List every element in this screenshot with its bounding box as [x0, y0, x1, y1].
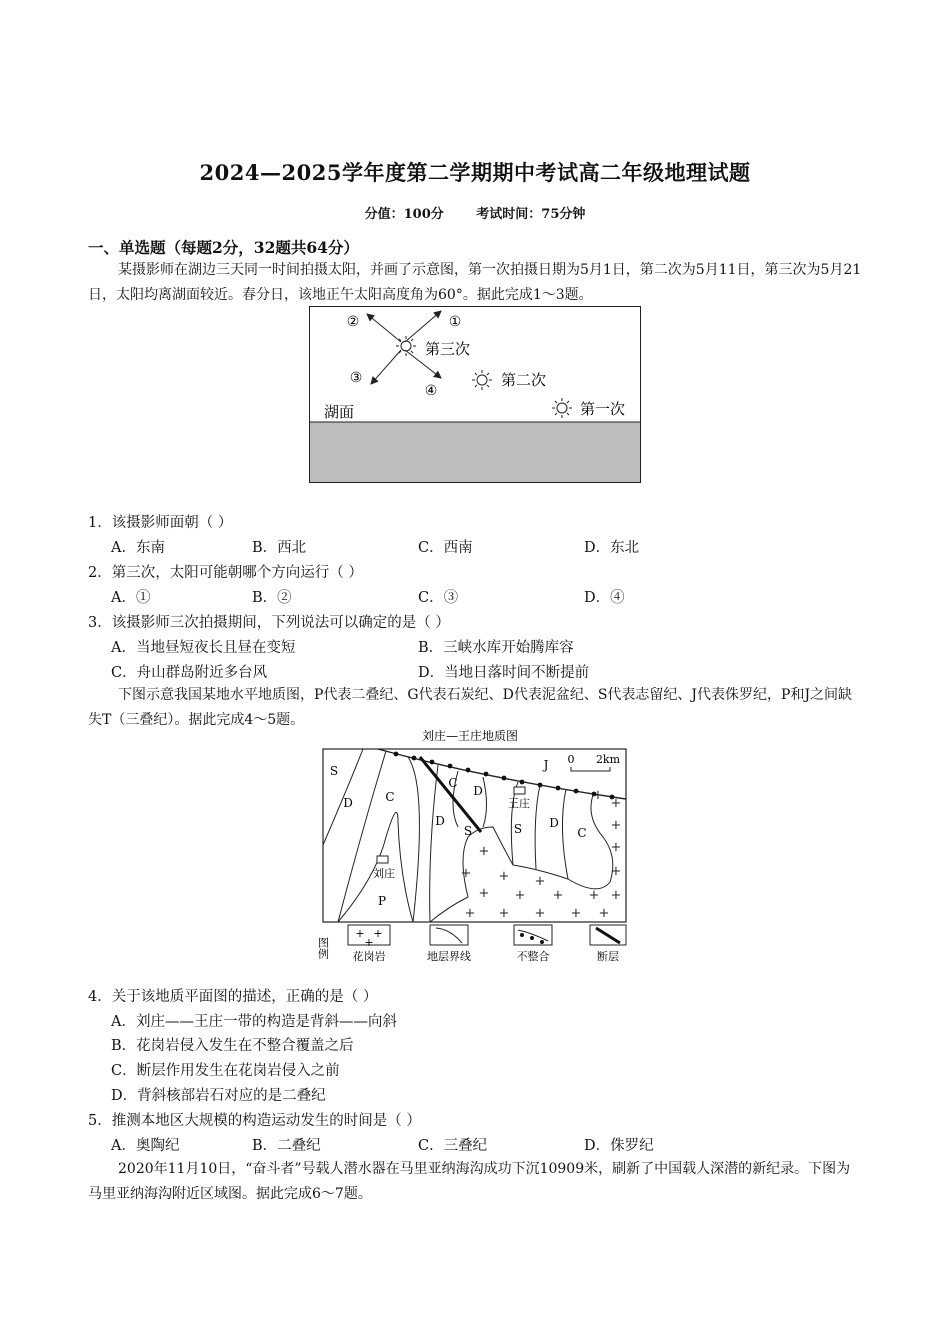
legend-label: 图例	[316, 937, 330, 959]
label-d2: D	[473, 784, 483, 798]
q2-option-a: A．①	[111, 590, 151, 606]
svg-text:+: +	[552, 888, 564, 903]
q2-option-b: B．②	[252, 590, 292, 606]
passage-2: 下图示意我国某地水平地质图，P代表二叠纪、G代表石炭纪、D代表泥盆纪、S代表志留纪、J代表侏罗纪，P和J之间缺失T（三叠纪）。据此完成4～5题。	[88, 687, 853, 728]
svg-text:+: +	[498, 906, 510, 921]
section-heading: 一、单选题（每题2分，32题共64分）	[88, 238, 359, 257]
svg-text:地层界线: 地层界线	[427, 950, 471, 963]
label-d3: D	[435, 814, 445, 828]
label-d1: D	[343, 796, 353, 810]
passage-1: 某摄影师在湖边三天同一时间拍摄太阳，并画了示意图，第一次拍摄日期为5月1日，第二次为5月11日，第三次为5月21日，太阳均离湖面较近。春分日，该地正午太阳高度角为60°。据此完成1～3题。	[88, 262, 862, 303]
svg-text:+: +	[364, 936, 374, 949]
q3-option-d: D．当地日落时间不断提前	[418, 665, 590, 681]
q4-option-b: B．花岗岩侵入发生在不整合覆盖之后	[111, 1038, 354, 1054]
q4-option-d: D．背斜核部岩石对应的是二叠纪	[111, 1088, 326, 1104]
q5-option-b: B．二叠纪	[252, 1138, 321, 1154]
q4-option-a: A．刘庄——王庄一带的构造是背斜——向斜	[111, 1014, 397, 1030]
q4-stem: 4．关于该地质平面图的描述，正确的是（ ）	[88, 989, 378, 1005]
svg-text:+: +	[610, 864, 622, 879]
svg-text:+: +	[498, 869, 510, 884]
q4-option-c: C．断层作用发生在花岗岩侵入之前	[111, 1063, 340, 1079]
svg-text:花岗岩: 花岗岩	[352, 950, 386, 963]
q1-option-b: B．西北	[252, 540, 307, 556]
map-title: 刘庄—王庄地质图	[421, 729, 519, 743]
svg-text:+: +	[598, 906, 610, 921]
q3-option-b: B．三峡水库开始腾库容	[418, 640, 574, 656]
svg-text:+: +	[478, 886, 490, 901]
q2-option-d: D．④	[584, 590, 625, 606]
q1-option-d: D．东北	[584, 540, 640, 556]
svg-text:+: +	[570, 906, 582, 921]
time-info: 考试时间：75分钟	[476, 207, 586, 222]
q3-option-a: A．当地昼短夜长且昼在变短	[111, 640, 296, 656]
sun-1-label: 第一次	[580, 400, 626, 418]
q2-option-c: C．③	[418, 590, 459, 606]
svg-text:+: +	[373, 927, 383, 940]
q1-option-a: A．东南	[111, 540, 165, 556]
scale-km: 2km	[595, 753, 621, 766]
arrow-4-label: ④	[424, 383, 438, 399]
lake-label: 湖面	[324, 403, 355, 421]
label-p: P	[377, 894, 387, 908]
q3-option-c: C．舟山群岛附近多台风	[111, 665, 268, 681]
svg-text:+: +	[610, 796, 622, 811]
label-c1: C	[385, 790, 395, 804]
passage-3: 2020年11月10日，“奋斗者”号载人潜水器在马里亚纳海沟成功下沉10909米，刷新了中国载人深潜的新纪录。下图为马里亚纳海沟附近区域图。据此完成6～7题。	[88, 1161, 851, 1202]
svg-text:+: +	[478, 844, 490, 859]
scale-zero: 0	[567, 753, 575, 766]
svg-text:+: +	[355, 927, 365, 940]
label-s1: S	[329, 764, 339, 778]
label-c2: C	[448, 776, 458, 790]
legend-unconformity	[514, 925, 552, 963]
q5-option-d: D．侏罗纪	[584, 1138, 654, 1154]
legend-fault	[590, 925, 626, 963]
label-j: J	[543, 758, 549, 772]
sun-diagram	[309, 306, 641, 483]
label-s2: S	[463, 824, 473, 838]
legend-boundary	[427, 925, 471, 963]
svg-text:+: +	[592, 788, 604, 803]
label-d4: D	[549, 816, 559, 830]
arrow-2-label: ②	[346, 314, 360, 330]
svg-text:断层: 断层	[597, 950, 619, 963]
svg-text:+: +	[610, 888, 622, 903]
q5-option-c: C．三叠纪	[418, 1138, 488, 1154]
svg-text:+: +	[460, 866, 472, 881]
svg-text:不整合: 不整合	[516, 950, 550, 963]
wangzhuang-marker	[514, 787, 525, 794]
svg-text:+: +	[610, 818, 622, 833]
legend-granite	[348, 925, 390, 963]
svg-text:+: +	[464, 906, 476, 921]
q3-stem: 3．该摄影师三次拍摄期间，下列说法可以确定的是（ ）	[88, 615, 450, 631]
svg-text:+: +	[514, 888, 526, 903]
score-info: 分值：100分	[364, 207, 444, 222]
svg-text:+: +	[588, 888, 600, 903]
q5-stem: 5．推测本地区大规模的构造运动发生的时间是（ ）	[88, 1113, 421, 1129]
page-title: 2024—2025学年度第二学期期中考试高二年级地理试题	[199, 160, 751, 185]
q1-option-c: C．西南	[418, 540, 473, 556]
liuzhuang-label: 刘庄	[373, 867, 395, 880]
q2-stem: 2．第三次，太阳可能朝哪个方向运行（ ）	[88, 565, 363, 581]
sun-3-label: 第三次	[425, 340, 471, 358]
svg-text:+: +	[610, 840, 622, 855]
arrow-3-label: ③	[349, 370, 363, 386]
svg-text:+: +	[534, 906, 546, 921]
sun-2-label: 第二次	[501, 371, 547, 389]
arrow-1-label: ①	[448, 314, 462, 330]
wangzhuang-label: 王庄	[508, 797, 530, 810]
label-s3: S	[513, 822, 523, 836]
geologic-map	[318, 727, 630, 965]
liuzhuang-marker	[377, 856, 388, 863]
exam-meta	[0, 203, 950, 222]
q1-stem: 1．该摄影师面朝（ ）	[88, 515, 233, 531]
svg-text:+: +	[534, 874, 546, 889]
q5-option-a: A．奥陶纪	[111, 1138, 180, 1154]
label-c3: C	[577, 826, 587, 840]
